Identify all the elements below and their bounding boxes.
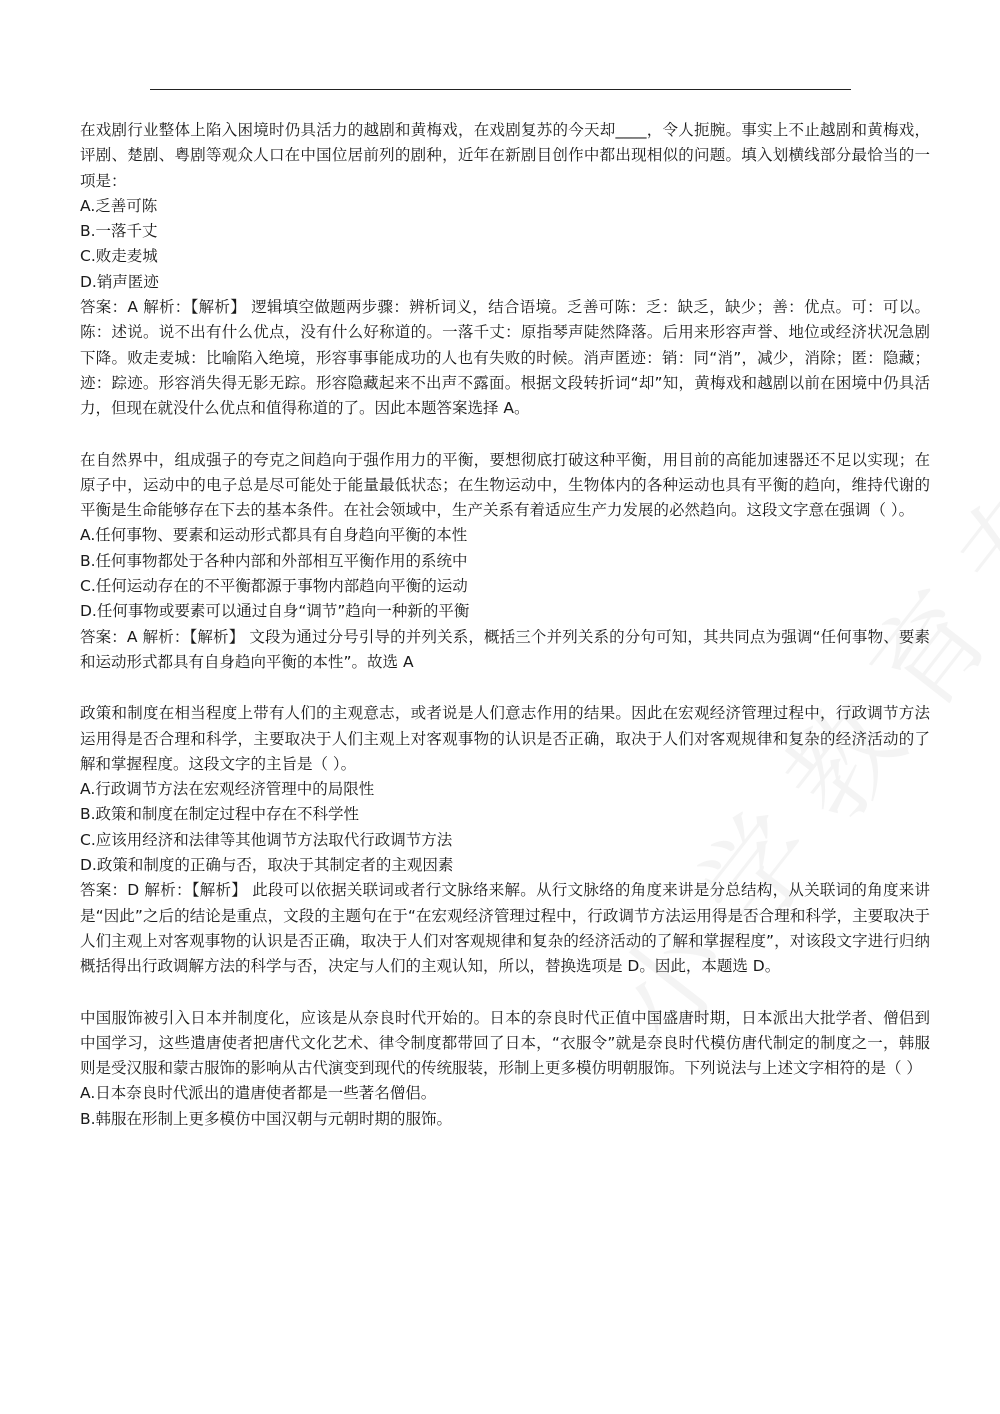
option-b: B.一落千丈: [80, 222, 158, 241]
option-d: D.销声匿迹: [80, 272, 159, 291]
header-rule: [150, 89, 851, 90]
option-b: B.任何事物都处于各种内部和外部相互平衡作用的系统中: [80, 551, 468, 570]
answer-explanation: 答案：A 解析：【解析】 文段为通过分号引导的并列关系，概括三个并列关系的分句可知，其共同点为强调“任何事物、要素和运动形式都具有自身趋向平衡的本性”。故选 A: [80, 627, 930, 671]
answer-explanation: 答案：A 解析：【解析】 逻辑填空做题两步骤：辨析词义，结合语境。乏善可陈：乏：缺乏，缺少；善：优点。可：可以。陈：述说。说不出有什么优点，没有什么好称道的。一落千丈：原指琴声陡然降落。后用来形容声誉、地位或经济状况急剧下降。败走麦城：比喻陷入绝境，形容事事能成功的人也有失败的时候。消声匿迹：销：同“消”，减少，消除；匿：隐藏；迹：踪迹。形容消失得无影无踪。形容隐藏起来不出声不露面。根据文段转折词“却”知，黄梅戏和越剧以前在困境中仍具活力，但现在就没什么优点和值得称道的了。因此本题答案选择 A。: [80, 298, 930, 418]
option-a: A.日本奈良时代派出的遣唐使者都是一些著名僧侣。: [80, 1084, 437, 1103]
option-d: D.任何事物或要素可以通过自身“调节”趋向一种新的平衡: [80, 602, 470, 621]
document-body: [80, 118, 930, 1158]
question-1: [80, 118, 930, 422]
question-2: [80, 448, 930, 676]
question-3: [80, 701, 930, 979]
option-b: B.政策和制度在制定过程中存在不科学性: [80, 805, 360, 824]
question-stem: 政策和制度在相当程度上带有人们的主观意志，或者说是人们意志作用的结果。因此在宏观经济管理过程中，行政调节方法运用得是否合理和科学，主要取决于人们主观上对客观事物的认识是否正确，取决于人们对客观规律和复杂的经济活动的了解和掌握程度。这段文字的主旨是（ ）。: [80, 704, 930, 773]
option-c: C.败走麦城: [80, 247, 158, 266]
option-a: A.任何事物、要素和运动形式都具有自身趋向平衡的本性: [80, 526, 468, 545]
question-4: [80, 1006, 930, 1132]
option-c: C.任何运动存在的不平衡都源于事物内部趋向平衡的运动: [80, 577, 468, 596]
answer-explanation: 答案：D 解析：【解析】 此段可以依据关联词或者行文脉络来解。从行文脉络的角度来讲是分总结构，从关联词的角度来讲是“因此”之后的结论是重点，文段的主题句在于“在宏观经济管理过程中，行政调节方法运用得是否合理和科学，主要取决于人们主观上对客观事物的认识是否正确，取决于人们对客观规律和复杂的经济活动的了解和掌握程度”，对该段文字进行归纳概括得出行政调解方法的科学与否，决定与人们的主观认知，所以，替换选项是 D。因此，本题选 D。: [80, 881, 930, 976]
option-b: B.韩服在形制上更多模仿中国汉朝与元朝时期的服饰。: [80, 1109, 453, 1128]
question-stem: 在自然界中，组成强子的夸克之间趋向于强作用力的平衡，要想彻底打破这种平衡，用目前的高能加速器还不足以实现；在原子中，运动中的电子总是尽可能处于能量最低状态；在生物运动中，生物体内的各种运动也具有平衡的趋向，维持代谢的平衡是生命能够存在下去的基本条件。在社会领域中，生产关系有着适应生产力发展的必然趋向。这段文字意在强调（ ）。: [80, 450, 930, 520]
option-c: C.应该用经济和法律等其他调节方法取代行政调节方法: [80, 830, 453, 849]
option-a: A.行政调节方法在宏观经济管理中的局限性: [80, 780, 375, 799]
question-stem: 中国服饰被引入日本并制度化，应该是从奈良时代开始的。日本的奈良时代正值中国盛唐时期，日本派出大批学者、僧侣到中国学习，这些遣唐使者把唐代文化艺术、律令制度都带回了日本，“衣服令”就是奈良时代模仿唐代制定的制度之一，韩服则是受汉服和蒙古服饰的影响从古代演变到现代的传统服装，形制上更多模仿明朝服饰。下列说法与上述文字相符的是（ ）: [80, 1008, 930, 1078]
option-d: D.政策和制度的正确与否，取决于其制定者的主观因素: [80, 856, 454, 875]
question-stem: 在戏剧行业整体上陷入困境时仍具活力的越剧和黄梅戏，在戏剧复苏的今天却____，令人扼腕。事实上不止越剧和黄梅戏，评剧、楚剧、粤剧等观众人口在中国位居前列的剧种，近年在新剧目创作中都出现相似的问题。填入划横线部分最恰当的一项是：: [80, 121, 930, 190]
option-a: A.乏善可陈: [80, 196, 158, 215]
